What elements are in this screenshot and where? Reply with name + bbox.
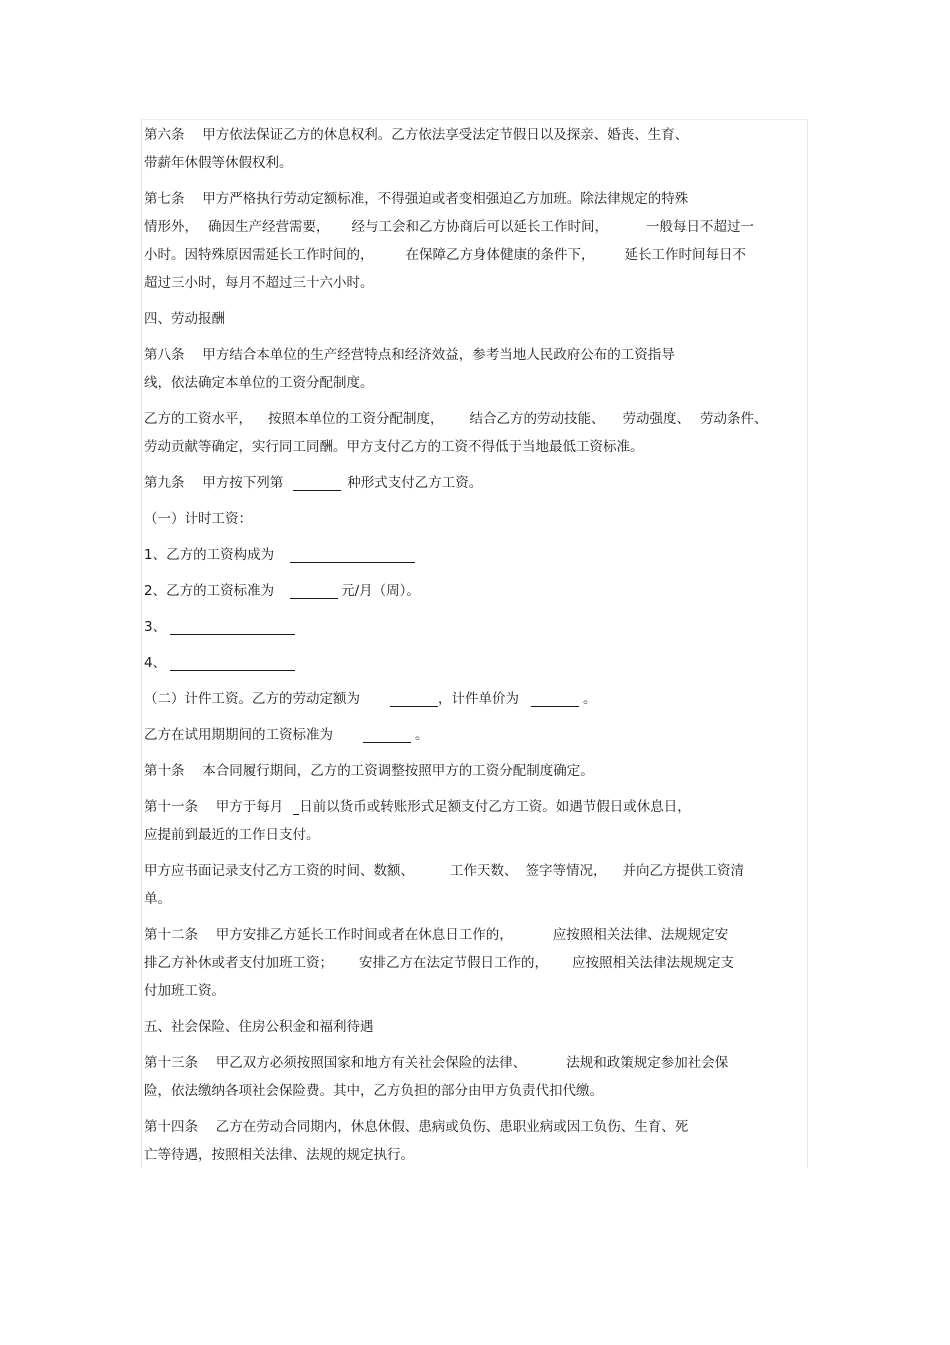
wage-level-paragraph [144,405,809,461]
probation-text: 。 [415,727,429,743]
article-14-line-1: 第十四条 乙方在劳动合同期内，休息休假、患病或负伤、患职业病或因工负伤、生育、死 [144,1119,689,1135]
article-8 [144,341,809,397]
article-7-line-4: 超过三小时，每月不超过三十六小时。 [144,275,374,291]
article-7-text: 一般每日不超过一 [646,219,754,235]
piece-wage [144,685,809,713]
wage-level-line-2: 劳动贡献等确定，实行同工同酬。甲方支付乙方的工资不得低于当地最低工资标准。 [144,439,644,455]
article-7-text: 情形外， [144,219,198,235]
wage-level-line-1 [144,405,809,433]
article-9 [144,469,809,497]
article-13-line-2: 险，依法缴纳各项社会保险费。其中，乙方负担的部分由甲方负责代扣代缴。 [144,1083,603,1099]
article-6-line-2: 带薪年休假等休假权利。 [144,155,293,171]
article-7-text: 确因生产经营需要， [208,219,330,235]
wage-form-blank[interactable] [293,474,341,491]
article-6-line-1: 第六条 甲方依法保证乙方的休息权利。乙方依法享受法定节假日以及探亲、婚丧、生育、 [144,127,689,143]
wage-text: 乙方的工资水平， [144,411,252,427]
article-7-text: 在保障乙方身体健康的条件下， [405,247,595,263]
article-12-line-3: 付加班工资。 [144,983,225,999]
wage-text: 劳动条件、 [700,411,768,427]
article-11-line-2: 应提前到最近的工作日支付。 [144,827,320,843]
article-6 [144,121,809,177]
article-12-text: 排乙方补休或者支付加班工资； [144,955,333,971]
article-9-text: 第九条 甲方按下列第 [144,475,284,491]
wage-text: 劳动强度、 [622,411,690,427]
article-12-line-2 [144,949,809,977]
wage-record-text: 甲方应书面记录支付乙方工资的时间、数额、 [144,863,414,879]
wage-record [144,857,809,913]
labor-quota-blank[interactable] [390,690,438,707]
wage-item-1-label: 1、乙方的工资构成为 [144,547,275,563]
time-wage-heading: （一）计时工资： [144,511,252,527]
wage-record-line-2: 单。 [144,891,171,907]
article-12-text: 应按照相关法律法规规定支 [572,955,734,971]
probation-text: 乙方在试用期期间的工资标准为 [144,727,333,743]
wage-item-2 [144,577,809,605]
piece-wage-text: ，计件单价为 [438,691,519,707]
wage-item-4 [144,649,809,677]
section-5-heading: 五、社会保险、住房公积金和福利待遇 [144,1019,374,1035]
article-13-text: 第十三条 甲乙双方必须按照国家和地方有关社会保险的法律、 [144,1055,527,1071]
contract-body [144,121,809,1177]
article-9-text: 种形式支付乙方工资。 [347,475,483,491]
wage-standard-blank[interactable] [290,582,338,599]
article-11-text: 日前以货币或转账形式足额支付乙方工资。如遇节假日或休息日， [299,799,691,815]
piece-price-blank[interactable] [531,690,579,707]
article-13-text: 法规和政策规定参加社会保 [566,1055,729,1071]
wage-item-3-label: 3、 [144,619,167,635]
wage-text: 结合乙方的劳动技能、 [469,411,605,427]
article-7-text: 小时。因特殊原因需延长工作时间的， [144,247,374,263]
article-7-line-1: 第七条 甲方严格执行劳动定额标准，不得强迫或者变相强迫乙方加班。除法律规定的特殊 [144,191,689,207]
article-7-line-3 [144,241,809,269]
wage-item-2-label: 2、乙方的工资标准为 [144,583,275,599]
article-11-text: 第十一条 甲方于每月 [144,799,284,815]
section-4-heading: 四、劳动报酬 [144,311,225,327]
wage-item-3 [144,613,809,641]
article-7-text: 延长工作时间每日不 [624,247,746,263]
probation-wage [144,721,809,749]
article-12-line-1 [144,921,809,949]
article-7 [144,185,809,297]
piece-wage-text: （二）计件工资。乙方的劳动定额为 [144,691,360,707]
article-11 [144,793,809,849]
article-14 [144,1113,809,1169]
article-7-text: 经与工会和乙方协商后可以延长工作时间， [351,219,608,235]
wage-record-text: 工作天数、 [450,863,518,879]
article-8-line-1: 第八条 甲方结合本单位的生产经营特点和经济效益，参考当地人民政府公布的工资指导 [144,347,675,363]
probation-wage-blank[interactable] [363,726,411,743]
wage-record-line-1 [144,857,809,885]
wage-item-4-label: 4、 [144,655,167,671]
wage-text: 按照本单位的工资分配制度， [268,411,444,427]
piece-wage-text: 。 [583,691,597,707]
article-10: 第十条 本合同履行期间，乙方的工资调整按照甲方的工资分配制度确定。 [144,763,594,779]
wage-record-text: 签字等情况， [525,863,607,879]
article-14-line-2: 亡等待遇，按照相关法律、法规的规定执行。 [144,1147,414,1163]
wage-record-text: 并向乙方提供工资清 [622,863,744,879]
article-11-line-1 [144,793,809,821]
article-7-line-2 [144,213,809,241]
article-12-text: 安排乙方在法定节假日工作的， [359,955,548,971]
wage-item-2-unit: 元/月（周）。 [341,583,420,599]
wage-composition-blank[interactable] [290,546,415,563]
wage-item-4-blank[interactable] [170,654,295,671]
wage-item-1 [144,541,809,569]
article-13 [144,1049,809,1105]
wage-item-3-blank[interactable] [170,618,295,635]
article-12 [144,921,809,1005]
article-13-line-1 [144,1049,809,1077]
article-12-text: 第十二条 甲方安排乙方延长工作时间或者在休息日工作的， [144,927,513,943]
article-8-line-2: 线，依法确定本单位的工资分配制度。 [144,375,374,391]
article-12-text: 应按照相关法律、法规规定安 [552,927,729,943]
